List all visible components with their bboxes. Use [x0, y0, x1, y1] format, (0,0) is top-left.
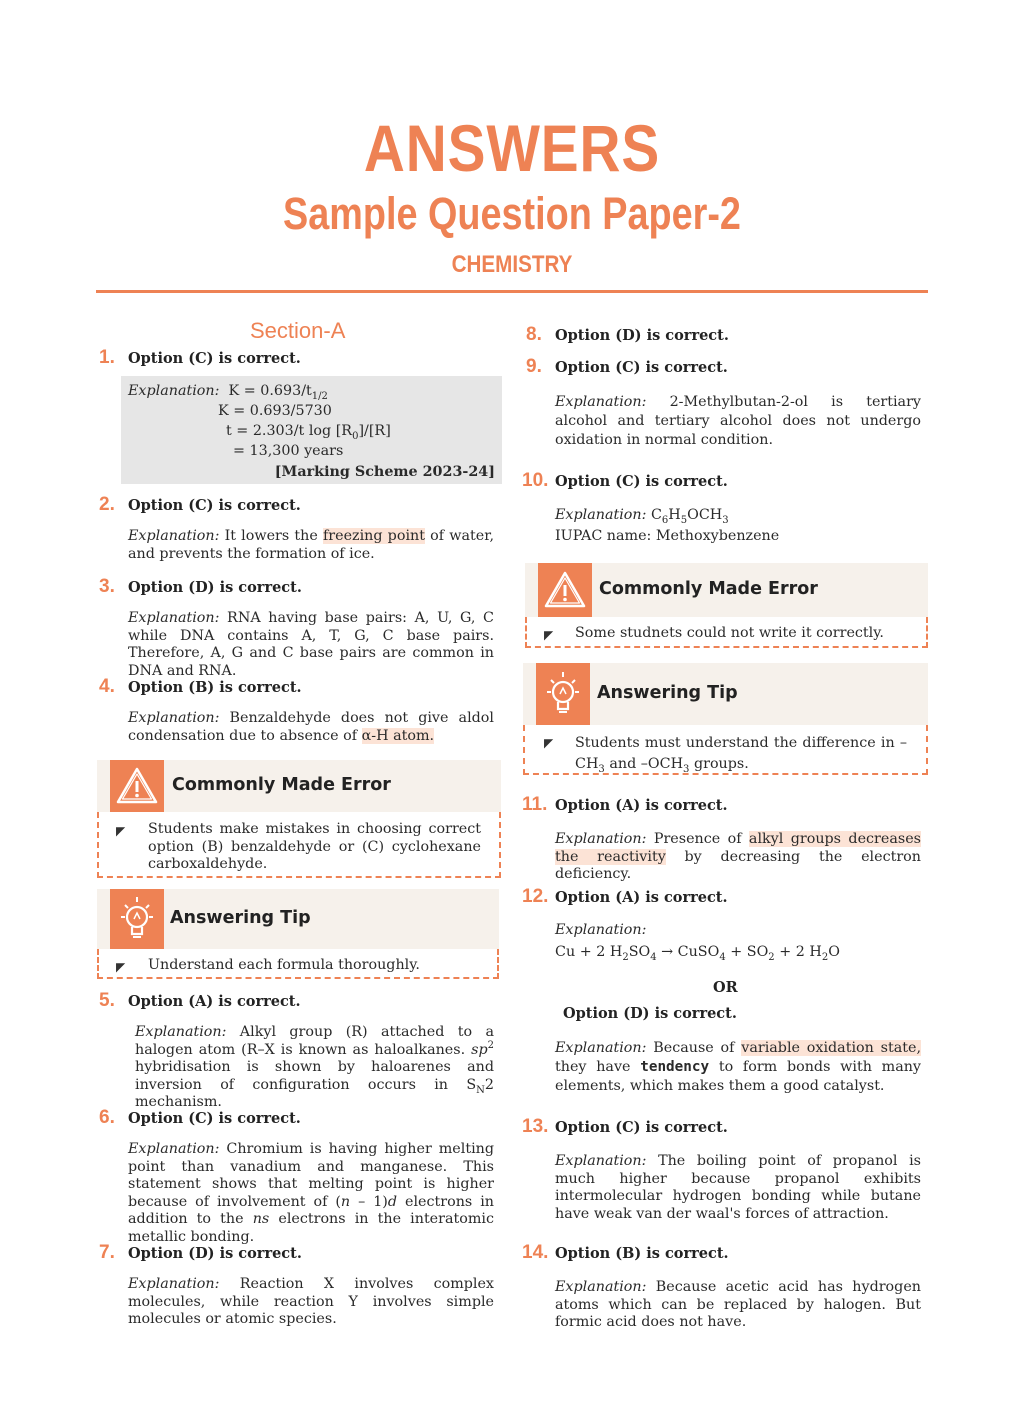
question-number: 13.: [522, 1116, 549, 1137]
callout-title: Answering Tip: [597, 683, 738, 703]
explanation-line: K = 0.693/5730: [218, 403, 332, 419]
explanation-label: Explanation:: [555, 507, 647, 523]
explanation-text: Explanation: $C_6H_5OCH_3$: [555, 507, 729, 526]
explanation-line: [128, 381, 328, 401]
explanation-label: Explanation:: [555, 1153, 647, 1169]
arrow-bullet-icon: ◤: [544, 736, 554, 750]
callout-title: Commonly Made Error: [172, 775, 391, 795]
question-number: 7.: [99, 1242, 115, 1263]
explanation-label: Explanation:: [128, 383, 220, 399]
explanation-label: Explanation:: [555, 922, 647, 938]
formula-sub: 0: [352, 430, 359, 442]
question-number: 1.: [99, 347, 115, 368]
question-number: 4.: [99, 676, 115, 697]
answer-option: Option (A) is correct.: [555, 889, 728, 906]
explanation-label: Explanation:: [555, 394, 647, 410]
explanation-label: Explanation:: [128, 1141, 220, 1157]
explanation-text: Explanation: Chromium is having higher melting point than vanadium and manganese. This statement shows that melting point is higher because of involvement of (n – 1)d electrons in addition to the ns electrons in the interatomic metallic bonding.: [128, 1141, 494, 1245]
answer-option: Option (C) is correct.: [555, 1119, 728, 1136]
explanation-label: Explanation:: [128, 610, 220, 626]
callout-text: Students must understand the difference in $-CH_3$ and $-OCH_3$ groups.: [575, 735, 907, 775]
question-number: 12.: [522, 886, 549, 907]
highlight: α-H atom.: [361, 727, 435, 744]
question-number: 3.: [99, 576, 115, 597]
page-title: ANSWERS: [363, 111, 661, 185]
highlight: freezing point: [323, 528, 425, 544]
explanation-text: Explanation: It lowers the freezing point of water, and prevents the formation of ice.: [128, 528, 495, 562]
explanation-label: Explanation:: [555, 831, 647, 847]
header-rule: [96, 290, 928, 293]
formula-text: ]/[R]: [358, 423, 391, 439]
subject-heading: CHEMISTRY: [451, 251, 573, 278]
question-number: 6.: [99, 1107, 115, 1128]
explanation-label-line: [555, 922, 646, 940]
explanation-text: Explanation: RNA having base pairs: A, U, G, C while DNA contains A, T, G, C base pairs. Therefore, A, G and C base pairs are common in DNA and RNA.: [128, 610, 494, 679]
explanation-text: Explanation: The boiling point of propanol is much higher because propanol exhibits intermolecular hydrogen bonding while butane have weak van der waal's forces of attraction.: [555, 1153, 921, 1222]
explanation-text: Explanation: Benzaldehyde does not give aldol condensation due to absence of α-H atom.: [128, 710, 494, 744]
highlight: alkyl groups decreases the reactivity: [555, 831, 921, 865]
answer-option: Option (C) is correct.: [128, 1110, 301, 1127]
question-number: 10.: [522, 470, 549, 491]
explanation-text: Explanation: Presence of alkyl groups decreases the reactivity by decreasing the electron deficiency.: [555, 831, 921, 882]
question-number: 2.: [99, 494, 115, 515]
answer-option: Option (C) is correct.: [555, 359, 728, 376]
explanation-text: Explanation: 2-Methylbutan-2-ol is tertiary alcohol and tertiary alcohol does not undergo oxidation in normal condition.: [555, 394, 921, 448]
answer-option: Option (C) is correct.: [128, 350, 301, 367]
chemical-equation: Cu + 2 $H_2SO_4$ → CuSO$_4$ + $SO_2 + 2$ $H_2O$: [555, 944, 840, 963]
warning-triangle-icon: [538, 563, 592, 617]
explanation-text: IUPAC name: Methoxybenzene: [555, 528, 780, 544]
page-subtitle: Sample Question Paper-2: [283, 188, 741, 239]
question-number: 11.: [522, 794, 548, 815]
answer-option: Option (C) is correct.: [555, 473, 728, 490]
arrow-bullet-icon: ◤: [116, 960, 126, 974]
formula-text: t = 2.303/t log [R: [226, 423, 353, 439]
explanation-label: Explanation:: [135, 1024, 227, 1040]
explanation-text: Explanation: Reaction X involves complex molecules, while reaction Y involves simple molecules or atomic species.: [128, 1276, 494, 1327]
explanation-line: = 13,300 years: [233, 443, 344, 459]
explanation-line: [226, 421, 391, 441]
question-number: 9.: [526, 356, 542, 377]
answer-option: Option (A) is correct.: [128, 993, 301, 1010]
answer-option: Option (D) is correct.: [128, 1245, 302, 1262]
answer-option: Option (D) is correct.: [555, 327, 729, 344]
answer-option: Option (B) is correct.: [128, 679, 302, 696]
formula-sub: 1/2: [311, 390, 328, 402]
arrow-bullet-icon: ◤: [544, 628, 554, 642]
explanation-box: [121, 376, 502, 484]
explanation-label: Explanation:: [128, 710, 220, 726]
explanation-text: Explanation: Because of variable oxidation state, they have tendency to form bonds with many elements, which makes them a good catalyst.: [555, 1040, 921, 1094]
answer-option: Option (D) is correct.: [563, 1005, 737, 1022]
warning-triangle-icon: [110, 760, 164, 812]
or-separator: OR: [713, 979, 738, 996]
section-title: Section-A: [250, 318, 346, 343]
explanation-text: Explanation: Alkyl group (R) attached to a halogen atom (R–X is known as haloalkanes. $sp^2$ hybridisation is shown by haloarenes and inversion of configuration occurs in $S_N2$ mechanism.: [135, 1024, 494, 1110]
marking-scheme: [Marking Scheme 2023-24]: [274, 464, 495, 480]
question-number: 8.: [526, 324, 542, 345]
explanation-text: Explanation: Because acetic acid has hydrogen atoms which can be replaced by halogen. But formic acid does not have.: [555, 1279, 921, 1330]
explanation-label: Explanation:: [555, 1040, 647, 1056]
explanation-label: Explanation:: [555, 1279, 647, 1295]
answer-option: Option (A) is correct.: [555, 797, 728, 814]
formula-text: K = 0.693/t: [228, 383, 312, 399]
explanation-label: Explanation:: [128, 528, 220, 544]
arrow-bullet-icon: ◤: [116, 824, 126, 838]
callout-title: Commonly Made Error: [599, 579, 818, 599]
answer-option: Option (C) is correct.: [128, 497, 301, 514]
highlight: variable oxidation state,: [741, 1040, 921, 1056]
answer-option: Option (B) is correct.: [555, 1245, 729, 1262]
lightbulb-icon: [110, 889, 164, 949]
explanation-label: Explanation:: [128, 1276, 220, 1292]
callout-title: Answering Tip: [170, 908, 311, 928]
lightbulb-icon: [536, 663, 590, 725]
callout-text: Some studnets could not write it correctly.: [575, 625, 884, 641]
callout-text: Students make mistakes in choosing correct option (B) benzaldehyde or (C) cyclohexane carboxaldehyde.: [148, 821, 481, 872]
callout-text: Understand each formula thoroughly.: [148, 957, 420, 973]
question-number: 5.: [99, 990, 115, 1011]
question-number: 14.: [522, 1242, 549, 1263]
answer-option: Option (D) is correct.: [128, 579, 302, 596]
